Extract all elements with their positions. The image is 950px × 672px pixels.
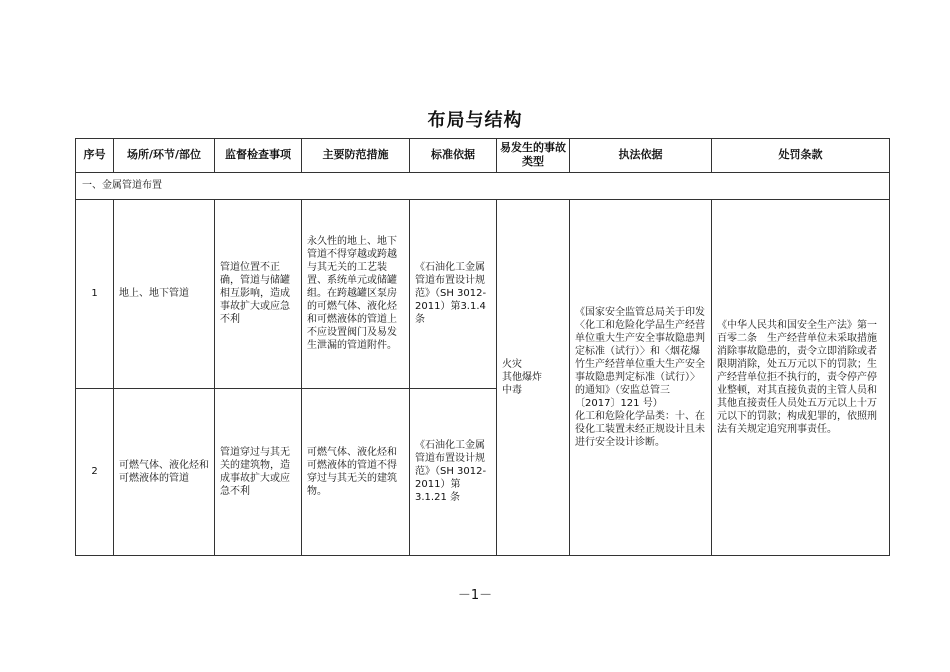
row-standard: 《石油化工金属管道布置设计规范》（SH 3012-2011）第3.1.21 条	[410, 388, 497, 555]
row-measures: 可燃气体、液化烃和可燃液体的管道不得穿过与其无关的建筑物。	[302, 388, 410, 555]
row-no: 1	[76, 199, 114, 388]
header-location: 场所/环节/部位	[114, 139, 215, 173]
header-inspection-item: 监督检查事项	[215, 139, 302, 173]
header-penalty: 处罚条款	[712, 139, 890, 173]
row-inspection-item: 管道位置不正确，管道与储罐相互影响，造成事故扩大或应急不利	[215, 199, 302, 388]
legal-basis-cell: 《国家安全监管总局关于印发〈化工和危险化学品生产经营单位重大生产安全事故隐患判定标准（试行）〉和〈烟花爆竹生产经营单位重大生产安全事故隐患判定标准（试行）〉的通知》（安监总管三〔2017〕121 号） 化工和危险化学品类：十、在役化工装置未经正规设计且未进行安全设计诊断。	[570, 199, 712, 555]
section-title: 一、金属管道布置	[76, 172, 890, 199]
header-standard: 标准依据	[410, 139, 497, 173]
row-standard: 《石油化工金属管道布置设计规范》（SH 3012-2011）第3.1.4 条	[410, 199, 497, 388]
page-title: 布局与结构	[427, 110, 523, 131]
row-inspection-item: 管道穿过与其无关的建筑物，造成事故扩大或应急不利	[215, 388, 302, 555]
page-number: －1－	[457, 588, 493, 603]
row-measures: 永久性的地上、地下管道不得穿越或跨越与其无关的工艺装置、系统单元或储罐组。在跨越罐区泵房的可燃气体、液化烃和可燃液体的管道上不应设置阀门及易发生泄漏的管道附件。	[302, 199, 410, 388]
header-no: 序号	[76, 139, 114, 173]
penalty-cell: 《中华人民共和国安全生产法》第一百零二条 生产经营单位未采取措施消除事故隐患的，责令立即消除或者限期消除，处五万元以下的罚款；生产经营单位拒不执行的，责令停产停业整顿，对其直接负责的主管人员和其他直接责任人员处五万元以上十万元以下的罚款；构成犯罪的，依照刑法有关规定追究刑事责任。	[712, 199, 890, 555]
header-measures: 主要防范措施	[302, 139, 410, 173]
accident-types-cell: 火灾 其他爆炸 中毒	[497, 199, 570, 555]
inspection-table	[75, 138, 890, 556]
row-no: 2	[76, 388, 114, 555]
row-location: 可燃气体、液化烃和可燃液体的管道	[114, 388, 215, 555]
header-legal-basis: 执法依据	[570, 139, 712, 173]
table-header-row	[76, 139, 890, 173]
table-row	[76, 199, 890, 388]
header-accident-types: 易发生的事故类型	[497, 139, 570, 173]
section-row	[76, 172, 890, 199]
row-location: 地上、地下管道	[114, 199, 215, 388]
